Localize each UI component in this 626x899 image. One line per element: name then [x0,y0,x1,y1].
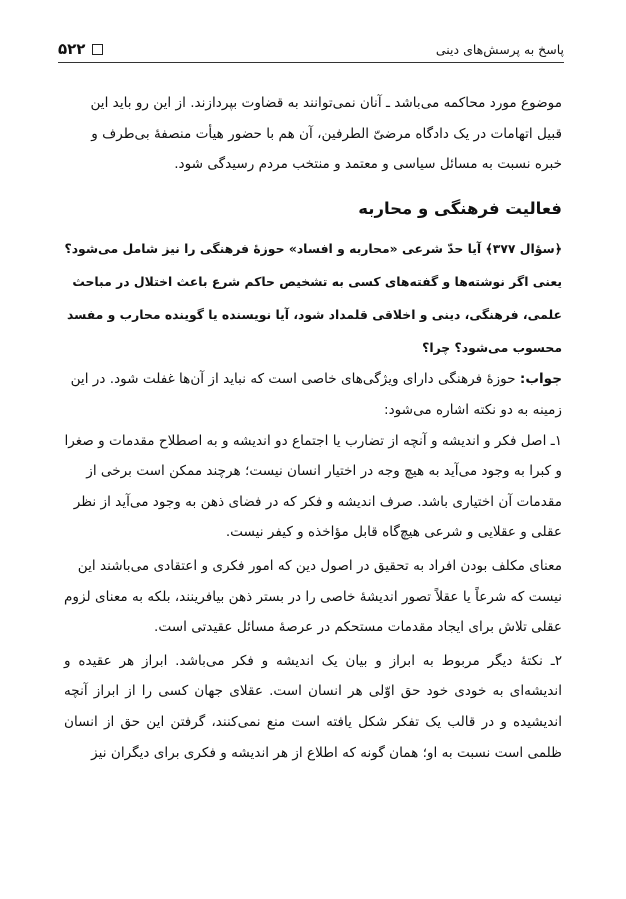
answer-text: حوزهٔ فرهنگی دارای ویژگی‌های خاصی است که نباید از آن‌ها غفلت شود. در این زمینه به دو نکته اشاره می‌شود: [70,371,562,418]
question-text: آیا حدّ شرعی «محاربه و افساد» حوزهٔ فرهنگی را نیز شامل می‌شود؟ یعنی اگر نوشته‌ها و گفته‌های کسی به تشخیص حاکم شرع باعث اختلال در مباحث علمی، فرهنگی، دینی و اخلاقی قلمداد شود، آیا نویسنده یا گوینده محارب و مفسد محسوب می‌شود؟ چرا؟ [64,241,562,356]
page-header [58,38,564,60]
square-icon [92,44,103,55]
question-paragraph [64,232,562,364]
page-number-block [58,40,103,58]
page-body [64,88,562,768]
page-number: ۵۲۲ [58,40,86,58]
section-title: فعالیت فرهنگی و محاربه [358,198,562,218]
question-close-mark: ﴾ [485,241,493,257]
point-paragraph-1: ۱ـ اصل فکر و اندیشه و آنچه از تضارب یا اجتماع دو اندیشه و به اصطلاح مقدمات و صغرا و کبرا به وجود می‌آید به هیچ وجه در اختیار انسان نیست؛ هرچند ممکن است برخی از مقدمات آن اختیاری باشد. صرف اندیشه و فکر که در فضای ذهن به وجود می‌آید از نظر عقلی و عقلایی و شرعی هیچ‌گاه قابل مؤاخذه و کیفر نیست. [64,432,562,541]
question-open-mark: ﴿ [554,241,562,257]
answer-paragraph [64,364,562,425]
intro-paragraph: موضوع مورد محاکمه می‌باشد ـ آنان نمی‌توانند به قضاوت بپردازند. از این رو باید این قبیل اتهامات در یک دادگاه مرضیّ الطرفین، آن هم با حضور هیأت منصفهٔ بی‌طرف و خبره نسبت به مسائل سیاسی و معتمد و منتخب مردم رسیدگی شود. [90,95,562,173]
header-rule [58,62,564,63]
answer-label: جواب: [519,371,562,388]
point-paragraph-2: معنای مکلف بودن افراد به تحقیق در اصول دین که امور فکری و اعتقادی می‌باشند این نیست که شرعاً یا عقلاً تصور اندیشهٔ خاصی را در بستر ذهن بیافرینند، بلکه به معنای لزوم عقلی تلاش برای ایجاد مقدمات مستحکم در عرصهٔ مسائل عقیدتی است. [64,557,562,636]
question-label: سؤال ۳۷۷ [492,241,555,257]
running-title: پاسخ به پرسش‌های دینی [435,41,564,57]
point-paragraph-3: ۲ـ نکتهٔ دیگر مربوط به ابراز و بیان یک اندیشه و فکر می‌باشد. ابراز هر عقیده و اندیشه‌ای به خودی خود حق اوّلی هر انسان است. عقلای جهان کسی را از ابراز آنچه اندیشیده و در قالب یک تفکر شکل یافته است منع نمی‌کنند، گرفتن این حق از انسان ظلمی است نسبت به او؛ همان گونه که اطلاع از هر اندیشه و فکری برای دیگران نیز [64,652,562,761]
